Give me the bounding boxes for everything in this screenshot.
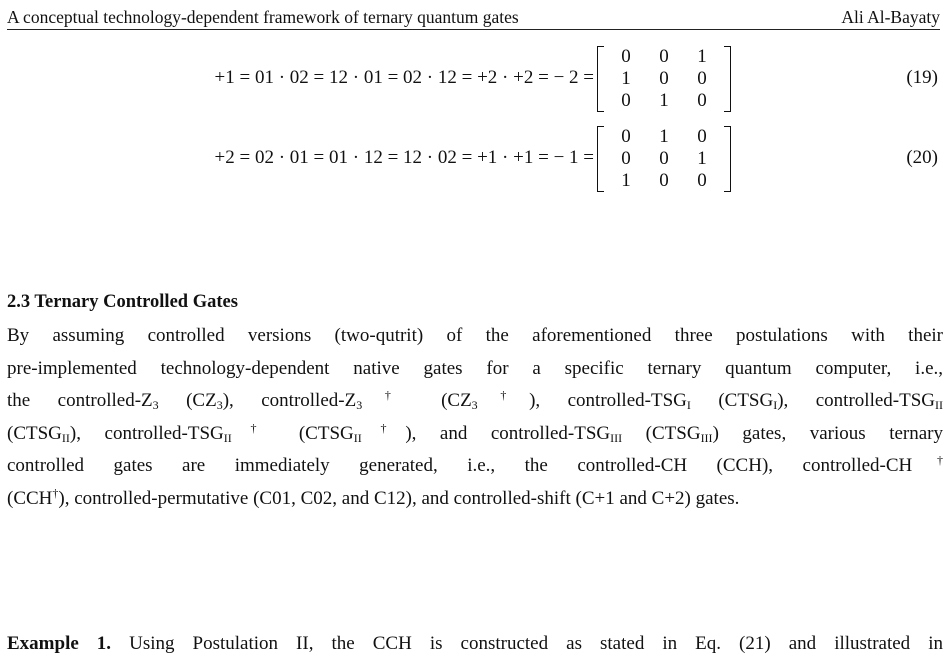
matrix-cell: 1 bbox=[621, 170, 631, 191]
matrix-cell: 1 bbox=[697, 148, 707, 169]
body-paragraph bbox=[7, 320, 943, 515]
equation-19 bbox=[0, 43, 950, 115]
subscript: II bbox=[61, 430, 70, 445]
matrix-cell: 0 bbox=[621, 90, 631, 111]
equation-lhs: +2 = 02 · 01 = 01 · 12 = 12 · 02 = +1 · +1 = − 1 = bbox=[214, 147, 594, 168]
paragraph-line: pre-implemented technology-dependent native gates for a specific ternary quantum computer, i.e., bbox=[7, 357, 943, 379]
matrix-cell: 0 bbox=[621, 46, 631, 67]
equation-lhs: +1 = 01 · 02 = 12 · 01 = 02 · 12 = +2 · +2 = − 2 = bbox=[214, 67, 594, 88]
subscript: I bbox=[773, 398, 778, 412]
example-paragraph bbox=[7, 630, 943, 658]
matrix-row bbox=[607, 90, 721, 112]
equation-number: (20) bbox=[906, 147, 938, 168]
matrix-cell: 1 bbox=[659, 90, 669, 111]
matrix bbox=[597, 43, 731, 115]
matrix-row bbox=[607, 126, 721, 148]
matrix-cell: 0 bbox=[697, 170, 707, 191]
superscript: † bbox=[361, 420, 406, 435]
matrix-cell: 0 bbox=[697, 126, 707, 147]
subscript: II bbox=[223, 430, 232, 445]
section-heading: 2.3 Ternary Controlled Gates bbox=[7, 292, 238, 312]
example-label: Example 1. bbox=[7, 633, 112, 654]
subscript: III bbox=[700, 430, 713, 445]
equation-number: (19) bbox=[906, 67, 938, 88]
paragraph-line bbox=[7, 385, 943, 418]
subscript: 3 bbox=[152, 398, 159, 412]
matrix-cell: 0 bbox=[659, 46, 669, 67]
matrix-row bbox=[607, 68, 721, 90]
subscript: 3 bbox=[356, 398, 363, 412]
matrix-right-bracket bbox=[724, 46, 731, 112]
superscript: † bbox=[477, 388, 530, 402]
text-run: (CTSG bbox=[690, 390, 774, 411]
matrix-left-bracket bbox=[597, 46, 604, 112]
text-run: (CCH bbox=[7, 487, 53, 509]
matrix-cell: 0 bbox=[621, 126, 631, 147]
matrix-cell: 0 bbox=[659, 148, 669, 169]
text-run: (CTSG bbox=[275, 422, 354, 444]
running-header bbox=[7, 6, 940, 30]
header-title: A conceptual technology-dependent framework of ternary quantum gates bbox=[7, 7, 519, 27]
example-text: Using Postulation II, the CCH is constructed as stated in Eq. (21) and illustrated in bbox=[111, 633, 943, 654]
text-run: (CTSG bbox=[622, 422, 701, 444]
paragraph-line bbox=[7, 418, 943, 451]
superscript: † bbox=[52, 485, 59, 500]
matrix-cell: 1 bbox=[697, 46, 707, 67]
superscript: † bbox=[912, 453, 943, 467]
matrix-cell: 1 bbox=[621, 68, 631, 89]
text-run: ), controlled-TSG bbox=[529, 390, 687, 411]
text-run: ), controlled-Z bbox=[222, 390, 357, 411]
matrix-row bbox=[607, 170, 721, 192]
matrix-cell: 0 bbox=[659, 68, 669, 89]
paragraph-line: By assuming controlled versions (two-qutrit) of the aforementioned three postulations with their bbox=[7, 325, 943, 346]
subscript: II bbox=[935, 398, 943, 412]
matrix-right-bracket bbox=[724, 126, 731, 192]
text-run: (CZ bbox=[413, 390, 472, 411]
matrix-row bbox=[607, 46, 721, 68]
text-run: the controlled-Z bbox=[7, 390, 153, 411]
subscript: I bbox=[686, 398, 691, 412]
matrix-cell: 0 bbox=[659, 170, 669, 191]
text-run: ), controlled-permutative (C01, C02, and C12), and controlled-shift (C+1 and C+2) gates. bbox=[58, 487, 740, 509]
matrix-row bbox=[607, 148, 721, 170]
text-run: ), controlled-TSG bbox=[777, 390, 935, 411]
matrix-cell: 0 bbox=[697, 68, 707, 89]
subscript: III bbox=[610, 430, 623, 445]
text-run: (CTSG bbox=[7, 422, 62, 444]
superscript: † bbox=[362, 388, 414, 402]
subscript: 3 bbox=[216, 398, 223, 412]
subscript: 3 bbox=[471, 398, 478, 412]
paragraph-line bbox=[7, 483, 943, 516]
subscript: II bbox=[353, 430, 362, 445]
superscript: † bbox=[231, 420, 276, 435]
matrix bbox=[597, 123, 731, 195]
paragraph-line bbox=[7, 450, 943, 483]
equation-20 bbox=[0, 123, 950, 195]
text-run: controlled gates are immediately generated, i.e., the controlled-CH (CCH), controlled-CH bbox=[7, 455, 913, 476]
matrix-left-bracket bbox=[597, 126, 604, 192]
matrix-cell: 0 bbox=[697, 90, 707, 111]
matrix-cell: 0 bbox=[621, 148, 631, 169]
text-run: ), and controlled-TSG bbox=[405, 422, 611, 444]
matrix-cell: 1 bbox=[659, 126, 669, 147]
text-run: (CZ bbox=[158, 390, 217, 411]
text-run: ), controlled-TSG bbox=[69, 422, 224, 444]
text-run: ) gates, various ternary bbox=[712, 422, 943, 444]
header-author: Ali Al-Bayaty bbox=[841, 7, 940, 27]
